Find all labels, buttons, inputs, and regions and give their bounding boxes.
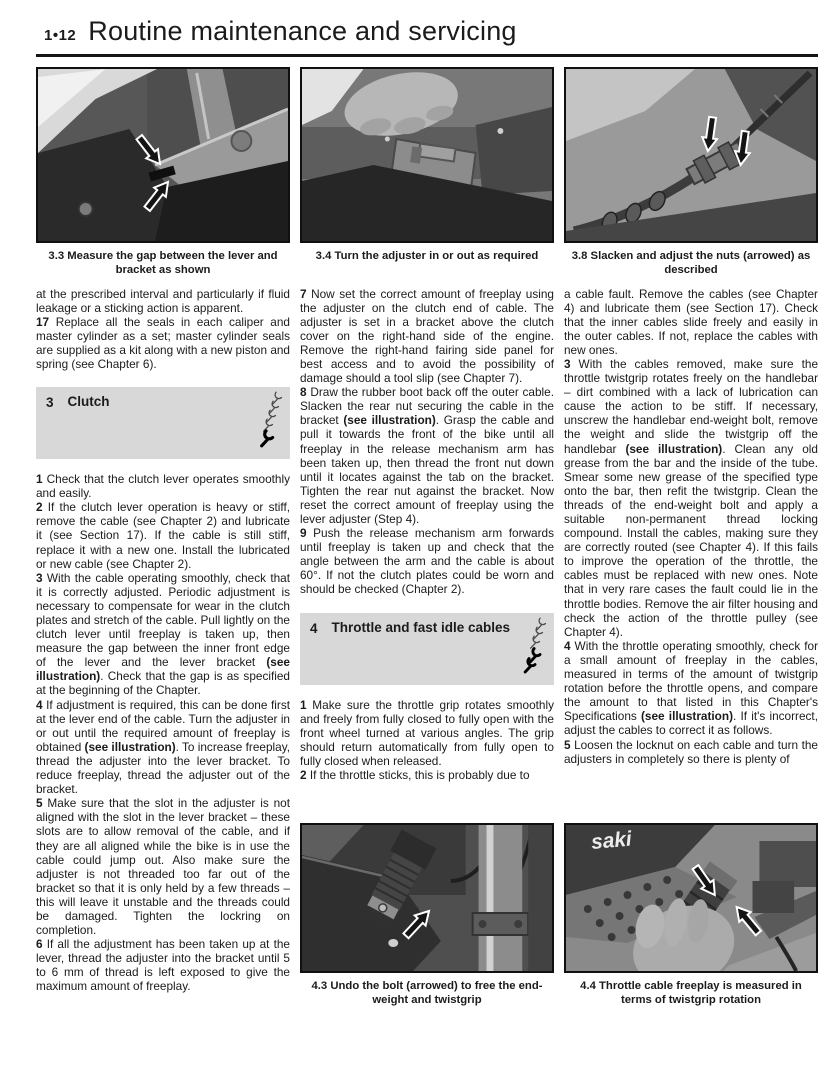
- figure-4-4-photo: [564, 823, 818, 973]
- wrench-rating-icon: [256, 391, 286, 449]
- column-3: [564, 287, 818, 1053]
- paragraph: 4 If adjustment is required, this can be done first at the lever end of the cable. Turn the adjuster in or out until the required amount of freeplay is obtained (see illustration). To increase freeplay, thread the adjuster into the lever bracket. To reduce freeplay, thread the adjuster out of the bracket.: [36, 697, 290, 797]
- page-header: [0, 0, 833, 47]
- paragraph: at the prescribed interval and particularly if fluid leakage or a sticking action is apparent.: [36, 286, 290, 315]
- figure-3-3-caption: 3.3 Measure the gap between the lever and bracket as shown: [48, 249, 278, 276]
- paragraph: 3 With the cable operating smoothly, check that it is correctly adjusted. Periodic adjustment is necessary to compensate for wear in the clutch plates and stretch of the cable. Pull lightly on the clutch lever until freeplay is taken up, then measure the gap between the inner front edge of the lever and the lever bracket (see illustration). Check that the gap is as specified at the beginning of the Chapter.: [36, 570, 290, 698]
- end-weight-bolt-photo: [302, 825, 552, 971]
- figure-3-8-photo: [564, 67, 818, 243]
- section-title: Clutch: [67, 394, 110, 410]
- paragraph: 9 Push the release mechanism arm forwards until freeplay is taken up and check that the angle between the arm and the cable is about 60°. If not the clutch plates could be worn and should be checked (Chapter 2).: [300, 526, 554, 597]
- figure-4-4: [564, 823, 818, 1009]
- figure-4-3: [300, 823, 554, 1009]
- paragraph: 1 Make sure the throttle grip rotates smoothly and freely from fully closed to fully open with the front wheel turned at various angles. The grip should return automatically from fully open to fully closed when released.: [300, 697, 554, 768]
- figure-4-3-photo: [300, 823, 554, 973]
- column-2: [300, 287, 554, 1053]
- paragraph: 4 With the throttle operating smoothly, check for a small amount of freeplay in the cables, measured in terms of the amount of twistgrip rotation before the throttle opens, and compare the amount to that listed in this Chapter's Specifications (see illustration). If it's incorrect, adjust the cables to correct it as follows.: [564, 638, 818, 738]
- paragraph: 5 Make sure that the slot in the adjuster is not aligned with the slot in the lever bracket – these slots are to allow removal of the cable, and if they are all aligned while the bike is in use the cable could jump out. Also make sure the adjuster is not threaded too far out of the bracket so that it is only held by a few threads – this will leave it unstable and the threads could be damaged. Tighten the lockring on completion.: [36, 796, 290, 938]
- figure-4-3-caption: 4.3 Undo the bolt (arrowed) to free the end-weight and twistgrip: [311, 979, 543, 1006]
- page-title: Routine maintenance and servicing: [88, 16, 517, 46]
- figure-4-4-caption: 4.4 Throttle cable freeplay is measured in terms of twistgrip rotation: [580, 979, 802, 1006]
- column-1: [36, 287, 290, 1053]
- section-4-header: [300, 613, 554, 685]
- figure-3-3: [36, 67, 290, 279]
- paragraph: 1 Check that the clutch lever operates smoothly and easily.: [36, 472, 290, 501]
- figure-3-4: [300, 67, 554, 279]
- tank-logo-text: saki: [590, 826, 633, 854]
- wrench-rating-icon: [520, 617, 550, 675]
- paragraph: a cable fault. Remove the cables (see Chapter 4) and lubricate them (see Section 17). Check that the inner cables slide freely and easily in the outer cables. If not, replace the cables with new ones.: [564, 286, 818, 357]
- clutch-lever-gap-photo: [38, 69, 288, 241]
- page-number: 1•12: [44, 27, 77, 44]
- figure-3-3-photo: [36, 67, 290, 243]
- cable-nuts-photo: [566, 69, 816, 241]
- paragraph: 5 Loosen the locknut on each cable and turn the adjusters in completely so there is plenty of: [564, 737, 818, 766]
- section-3-header: [36, 387, 290, 459]
- adjuster-turn-photo: [302, 69, 552, 241]
- figure-3-4-caption: 3.4 Turn the adjuster in or out as required: [315, 249, 539, 262]
- figure-3-8-caption: 3.8 Slacken and adjust the nuts (arrowed) as described: [571, 249, 811, 276]
- paragraph: 17 Replace all the seals in each caliper and master cylinder as a set; master cylinder seals are supplied as a kit along with a new piston and spring (see Chapter 6).: [36, 314, 290, 371]
- paragraph: 7 Now set the correct amount of freeplay using the adjuster on the clutch end of cable. The adjuster is set in a bracket above the clutch cover on the right-hand side of the engine. Remove the right-hand fairing side panel for best access and to avoid the possibility of damage should a tool slip (see Chapter 7).: [300, 286, 554, 386]
- top-figure-row: [0, 67, 833, 279]
- figure-3-4-photo: [300, 67, 554, 243]
- section-number: 4: [310, 620, 318, 636]
- twistgrip-freeplay-photo: [566, 825, 816, 971]
- section-number: 3: [46, 395, 54, 411]
- paragraph: 2 If the throttle sticks, this is probably due to: [300, 768, 530, 783]
- header-rule: [36, 54, 818, 57]
- paragraph: 2 If the clutch lever operation is heavy or stiff, remove the cable (see Chapter 2) and lubricate it (see Section 17). If the cable is still stiff, replace it with a new one. Install the lubricated or new cable (see Chapter 2).: [36, 500, 290, 571]
- paragraph: 8 Draw the rubber boot back off the outer cable. Slacken the rear nut securing the cable in the bracket (see illustration). Grasp the cable and pull it towards the front of the bike until all freeplay in the release mechanism arm has been taken up, then thread the front nut down until it locates against the tab on the bracket. Tighten the rear nut against the bracket. Now reset the correct amount of freeplay using the lever adjuster (Step 4).: [300, 385, 554, 526]
- paragraph: 3 With the cables removed, make sure the throttle twistgrip rotates freely on the handlebar – dirt combined with a lack of lubrication can cause the action to be stiff. If necessary, unscrew the handlebar end-weight bolt, remove the weight and slide the twistgrip off the handlebar (see illustration). Clean any old grease from the bar and the inside of the tube. Smear some new grease of the specified type onto the bar, then refit the twistgrip. Clean the threads of the end-weight bolt and apply a suitable non-permanent thread locking compound. Install the cables, making sure they are correctly routed (see Chapter 4). If this fails to improve the operation of the throttle, the cables must be replaced with new ones. Note that in very rare cases the fault could lie in the throttle bodies. Remove the air filter housing and check the action of the throttle pulley (see Chapter 4).: [564, 356, 818, 639]
- body-columns: [0, 287, 833, 1053]
- section-title: Throttle and fast idle cables: [331, 619, 511, 635]
- paragraph: 6 If all the adjustment has been taken up at the lever, thread the adjuster into the bracket until 5 to 6 mm of thread is left exposed to give the maximum amount of freeplay.: [36, 937, 290, 994]
- figure-3-8: [564, 67, 818, 279]
